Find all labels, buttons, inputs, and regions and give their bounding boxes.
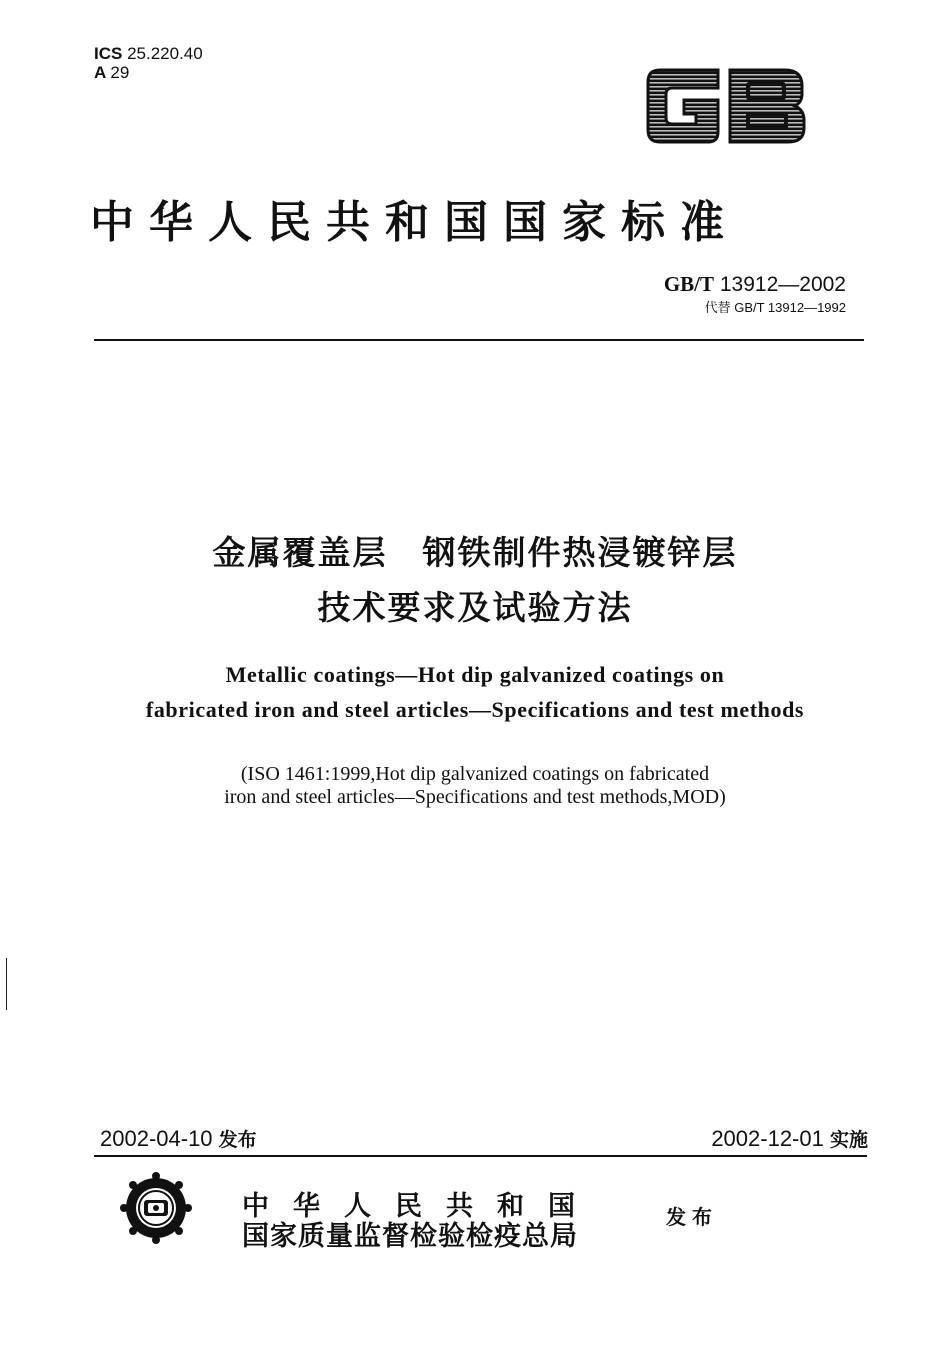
bottom-divider bbox=[94, 1155, 867, 1157]
english-title-line-1: Metallic coatings—Hot dip galvanized coatings on bbox=[225, 662, 725, 687]
english-title-line-2: fabricated iron and steel articles—Specifications and test methods bbox=[145, 697, 805, 722]
ccs-code: A 29 bbox=[94, 63, 130, 82]
emblem-icon bbox=[118, 1170, 194, 1246]
top-divider bbox=[94, 339, 864, 341]
chinese-title-line-1: 金属覆盖层 钢铁制件热浸镀锌层 bbox=[212, 533, 738, 572]
classification-codes bbox=[94, 44, 203, 82]
national-standard-title: 中华人民共和国国家标准 bbox=[90, 197, 739, 248]
publish-label: 发布 bbox=[666, 1205, 718, 1229]
standard-number: GB/T 13912—2002 bbox=[663, 272, 846, 296]
issue-date: 2002-04-10 发布 bbox=[100, 1126, 257, 1151]
scan-margin-mark bbox=[6, 958, 7, 1010]
replaces-standard: 代替 GB/T 13912—1992 bbox=[704, 300, 846, 315]
issuer-line-1: 中华人民共和国 bbox=[242, 1191, 599, 1222]
gb-logo bbox=[640, 62, 810, 148]
issuer-line-2: 国家质量监督检验检疫总局 bbox=[242, 1221, 578, 1252]
chinese-title-line-2: 技术要求及试验方法 bbox=[317, 588, 633, 627]
effective-date: 2002-12-01 实施 bbox=[711, 1126, 868, 1151]
iso-reference-line-2: iron and steel articles—Specifications and test methods,MOD) bbox=[224, 786, 726, 808]
iso-reference-line-1: (ISO 1461:1999,Hot dip galvanized coatings on fabricated bbox=[240, 763, 710, 785]
ics-code: ICS 25.220.40 bbox=[94, 44, 203, 63]
standard-number-block bbox=[664, 272, 846, 316]
